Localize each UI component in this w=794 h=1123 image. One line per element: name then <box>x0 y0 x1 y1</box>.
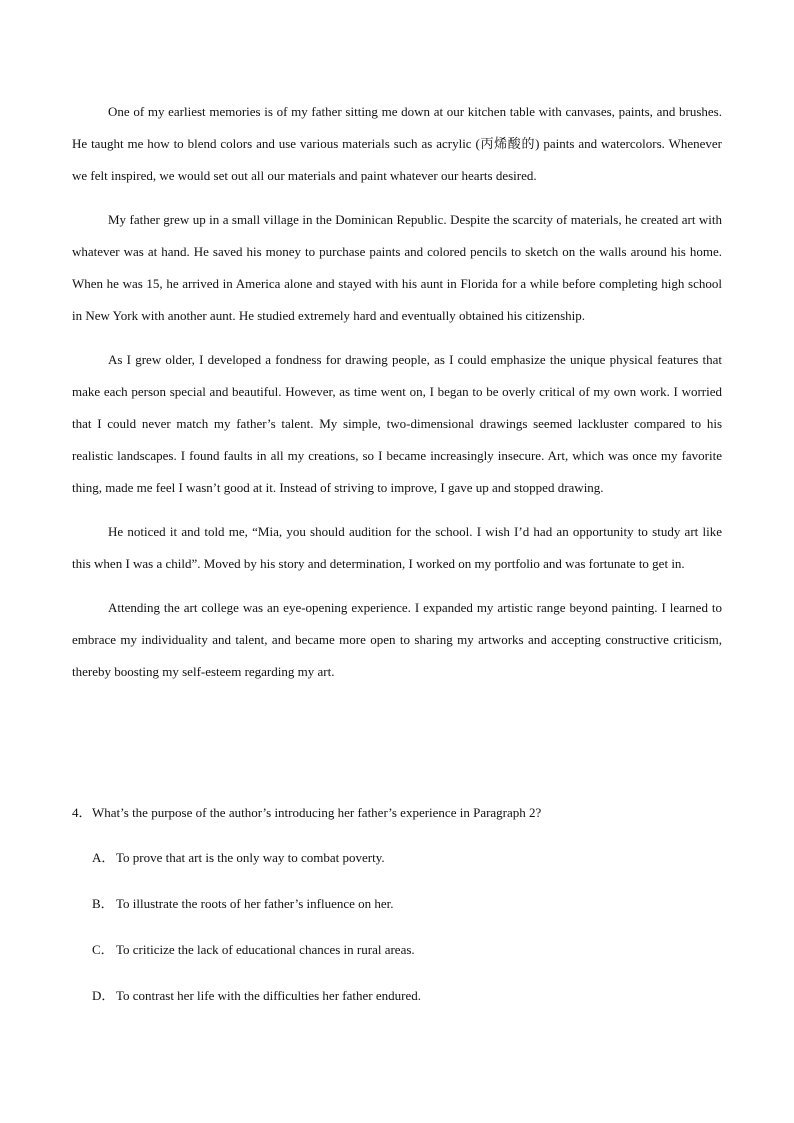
passage-paragraph-4: He noticed it and told me, “Mia, you should audition for the school. I wish I’d had an opportunity to study art like this when I was a child”. Moved by his story and determination, I worked on my portfolio and was fortunate to get in. <box>72 524 722 571</box>
question-number: 4． <box>72 805 92 820</box>
option-letter: C． <box>92 942 114 957</box>
option-a[interactable] <box>92 847 712 893</box>
answer-options <box>92 847 712 1031</box>
passage-paragraph-1: One of my earliest memories is of my father sitting me down at our kitchen table with canvases, paints, and brushes. He taught me how to blend colors and use various materials such as acrylic (丙烯酸的) paints and watercolors. Whenever we felt inspired, we would set out all our materials and paint whatever our hearts desired. <box>72 104 722 183</box>
option-letter: B． <box>92 896 114 911</box>
passage-paragraph-5: Attending the art college was an eye-opening experience. I expanded my artistic range beyond painting. I learned to embrace my individuality and talent, and became more open to sharing my artworks and accepting constructive criticism, thereby boosting my self-esteem regarding my art. <box>72 600 722 679</box>
reading-passage <box>72 96 722 700</box>
option-text: To prove that art is the only way to combat poverty. <box>116 850 385 865</box>
question-4 <box>72 802 722 824</box>
option-c[interactable] <box>92 939 712 985</box>
passage-paragraph-3: As I grew older, I developed a fondness for drawing people, as I could emphasize the unique physical features that make each person special and beautiful. However, as time went on, I began to be overly critical of my own work. I worried that I could never match my father’s talent. My simple, two-dimensional drawings seemed lackluster compared to his realistic landscapes. I found faults in all my creations, so I became increasingly insecure. Art, which was once my favorite thing, made me feel I wasn’t good at it. Instead of striving to improve, I gave up and stopped drawing. <box>72 352 722 495</box>
option-d[interactable] <box>92 985 712 1031</box>
question-text: What’s the purpose of the author’s introducing her father’s experience in Paragraph 2? <box>92 805 542 820</box>
option-text: To contrast her life with the difficulties her father endured. <box>116 988 421 1003</box>
option-letter: D． <box>92 988 115 1003</box>
option-b[interactable] <box>92 893 712 939</box>
option-text: To criticize the lack of educational chances in rural areas. <box>116 942 415 957</box>
option-letter: A． <box>92 850 115 865</box>
option-text: To illustrate the roots of her father’s influence on her. <box>116 896 394 911</box>
passage-paragraph-2: My father grew up in a small village in the Dominican Republic. Despite the scarcity of materials, he created art with whatever was at hand. He saved his money to purchase paints and colored pencils to sketch on the walls around his home. When he was 15, he arrived in America alone and stayed with his aunt in Florida for a while before completing high school in New York with another aunt. He studied extremely hard and eventually obtained his citizenship. <box>72 212 722 323</box>
